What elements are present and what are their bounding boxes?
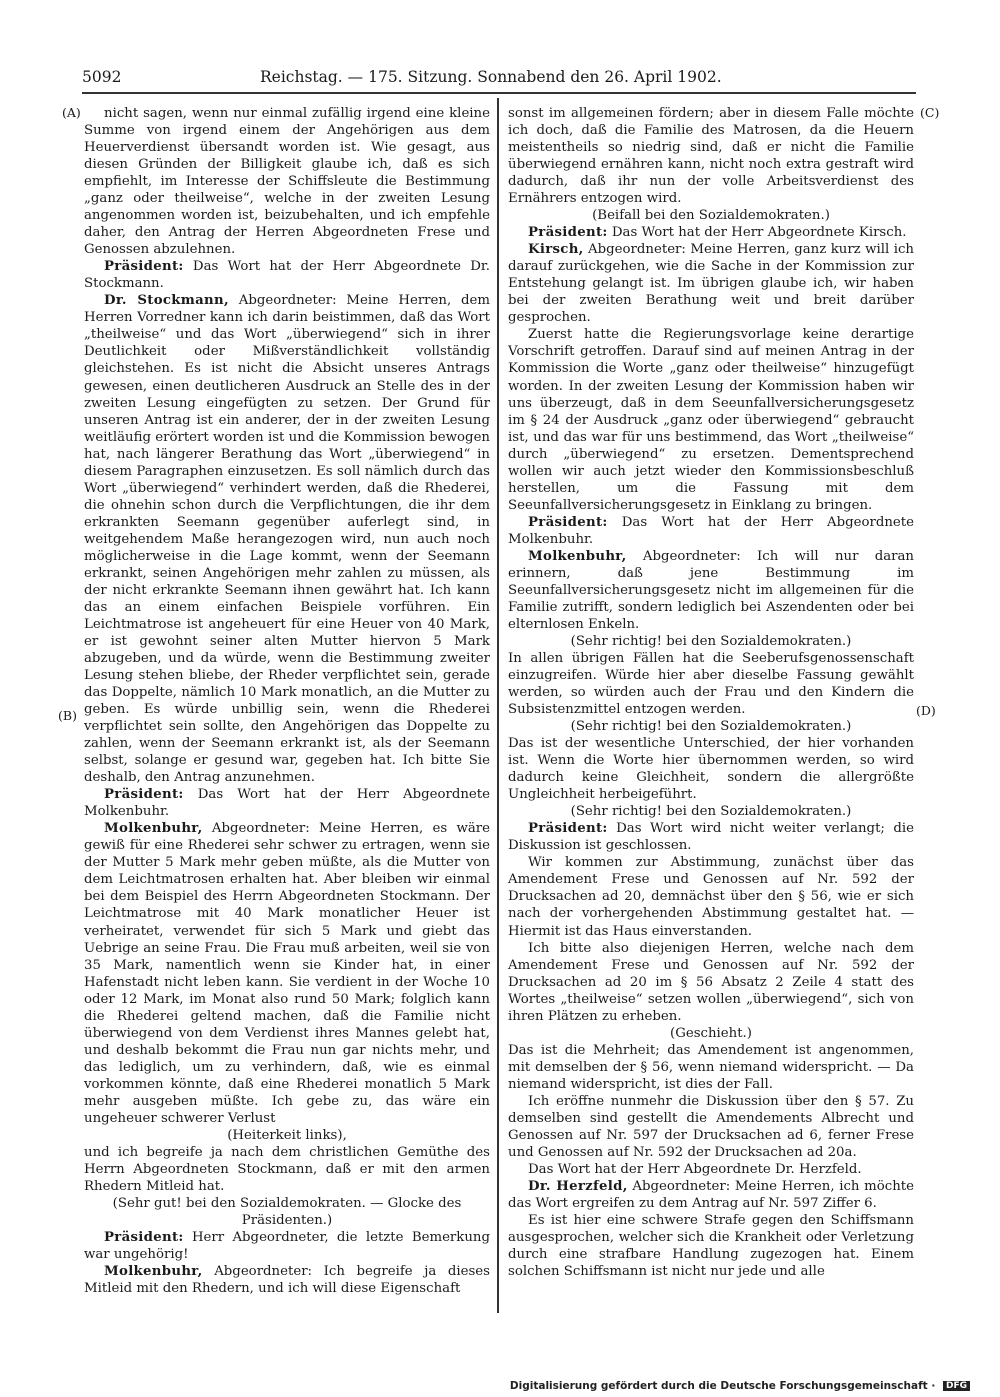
margin-marker-b: (B) [58, 708, 77, 723]
paragraph-text: Das Wort hat der Herr Abgeordnete Dr. Herzfeld. [528, 1161, 862, 1177]
footer-credit [510, 1380, 970, 1392]
dfg-logo: DFG [943, 1381, 970, 1391]
speech-paragraph [508, 514, 914, 548]
paragraph-text: Wir kommen zur Abstimmung, zunächst über das Amendement Frese und Genossen auf Nr. 592 der Drucksachen ad 20, demnächst über den § 56, wie er sich nach der vorhergehenden Abstimmung gestaltet hat. — Hiermit ist das Haus einverstanden. [508, 855, 914, 939]
margin-marker-c: (C) [920, 105, 940, 120]
paragraph [508, 1093, 914, 1161]
paragraph-text: Abgeordneter: Ich will nur daran erinnern, daß jene Bestimmung im Seeunfallversicherungsgesetz nicht im allgemeinen für die Familie zutrifft, sondern lediglich bei Aszendenten oder bei elternlosen Enkeln. [508, 548, 914, 632]
speech-paragraph [84, 258, 490, 292]
stage-direction [84, 1127, 490, 1144]
paragraph-text: (Geschieht.) [670, 1025, 752, 1041]
page-number: 5092 [82, 68, 122, 86]
paragraph-text: (Heiterkeit links), [227, 1127, 347, 1143]
paragraph [508, 1042, 914, 1093]
header-rule [82, 92, 916, 94]
margin-marker-a: (A) [62, 105, 81, 120]
paragraph-text: Das Wort hat der Herr Abgeordnete Molkenbuhr. [508, 514, 914, 547]
stage-direction [508, 633, 914, 650]
paragraph [508, 1161, 914, 1178]
paragraph-text: Das Wort hat der Herr Abgeordnete Molkenbuhr. [84, 787, 490, 820]
paragraph [84, 105, 490, 258]
speech-paragraph [508, 1178, 914, 1212]
stage-direction [508, 718, 914, 735]
speaker-name: Präsident: [528, 821, 608, 837]
speech-paragraph [508, 548, 914, 633]
paragraph-text: Ich bitte also diejenigen Herren, welche nach dem Amendement Frese und Genossen auf Nr. 592 der Drucksachen ad 20 im § 56 Absatz 2 Zeile 4 statt des Wortes „theilweise“ setzen wollen „überwiegend“, sich von ihren Plätzen zu erheben. [508, 940, 914, 1024]
paragraph [84, 1144, 490, 1195]
margin-marker-d: (D) [916, 703, 936, 718]
speech-paragraph [84, 292, 490, 786]
paragraph-text: und ich begreife ja nach dem christlichen Gemüthe des Herrn Abgeordneten Stockmann, daß er mit den armen Rhedern Mitleid hat. [84, 1144, 490, 1194]
speaker-name: Präsident: [104, 787, 184, 803]
speech-paragraph [84, 1263, 490, 1297]
paragraph-text: Abgeordneter: Meine Herren, ich möchte das Wort ergreifen zu dem Antrag auf Nr. 597 Ziffer 6. [508, 1178, 915, 1211]
paragraph-text: sonst im allgemeinen fördern; aber in diesem Falle möchte ich doch, daß die Familie des Matrosen, da die Heuern meistentheils so niedrig sind, daß er nicht die Familie überwiegend ernähren kann, nicht noch extra gestraft wird dadurch, daß ihr nun der volle Arbeitsverdienst des Ernährers entzogen wird. [508, 106, 914, 207]
stage-direction [508, 1025, 914, 1042]
paragraph [508, 105, 914, 207]
paragraph-text: Das ist der wesentliche Unterschied, der hier vorhanden ist. Wenn die Worte hier übernommen werden, so wird dadurch keine Gleichheit, sondern die allergrößte Ungleichheit herbeigeführt. [508, 736, 914, 803]
speech-paragraph [84, 820, 490, 1127]
paragraph [508, 854, 914, 939]
paragraph-text: Das Wort hat der Herr Abgeordnete Kirsch. [611, 225, 907, 241]
speech-paragraph [508, 224, 914, 241]
paragraph [508, 940, 914, 1025]
speaker-name: Molkenbuhr, [528, 548, 627, 564]
paragraph-text: Zuerst hatte die Regierungsvorlage keine derartige Vorschrift getroffen. Darauf sind auf meinen Antrag in der Kommission die Worte „ganz oder theilweise“ hinzugefügt worden. In der zweiten Lesung der Kommission haben wir uns überzeugt, daß in dem Seeunfallversicherungsgesetz im § 24 der Ausdruck „ganz oder überwiegend“ gebraucht ist, und das war für uns bestimmend, das Wort „theilweise“ durch „überwiegend“ zu ersetzen. Dementsprechend wollen wir auch jetzt wieder den Kommissionsbeschluß herstellen, um die Fassung mit dem Seeunfallversicherungsgesetz in Einklang zu bringen. [508, 327, 914, 513]
speaker-name: Kirsch, [528, 242, 584, 258]
speaker-name: Dr. Stockmann, [104, 293, 229, 309]
paragraph-text: (Sehr richtig! bei den Sozialdemokraten.) [570, 804, 852, 820]
speech-paragraph [84, 786, 490, 820]
paragraph-text: Es ist hier eine schwere Strafe gegen den Schiffsmann ausgesprochen, welcher sich die Krankheit oder Verletzung durch eine strafbare Handlung zugezogen hat. Einem solchen Schiffsmann ist nicht nur jede und alle [508, 1213, 914, 1280]
stage-direction [508, 803, 914, 820]
running-head: Reichstag. — 175. Sitzung. Sonnabend den 26. April 1902. [260, 68, 722, 86]
speaker-name: Präsident: [528, 225, 608, 241]
speaker-name: Präsident: [528, 514, 608, 530]
speaker-name: Dr. Herzfeld, [528, 1178, 628, 1194]
paragraph-text: Abgeordneter: Meine Herren, dem Herren Vorredner kann ich darin beistimmen, daß das Wort „theilweise“ und das Wort „überwiegend“ sich in ihrer Deutlichkeit oder Mißverständlichkeit vollständig gleichstehen. Es ist nicht die Absicht unseres Antrags gewesen, einen deutlicheren Ausdruck an Stelle des in der zweiten Lesung eingefügten zu setzen. Der Grund für unseren Antrag ist ein anderer, der in der zweiten Lesung weitläufig erörtert worden ist und die Kommission bewogen hat, nach längerer Berathung das Wort „überwiegend“ in diesem Paragraphen einzusetzen. Es soll nämlich durch das Wort „überwiegend“ verhindert werden, daß die Rhederei, die ohnehin schon durch die Verpflichtungen, die ihr dem erkrankten Seemann gegenüber auferlegt sind, in weitgehendem Maße herangezogen wird, nun auch noch möglicherweise in die Lage kommt, wenn der Seemann erkrankt, seinen Angehörigen mehr zahlen zu müssen, als der nicht erkrankte Seemann ihnen gewährt hat. Ich kann das an einem einfachen Beispiele vorführen. Ein Leichtmatrose ist angeheuert für eine Heuer von 40 Mark, er ist gewohnt seiner alten Mutter hiervon 5 Mark abzugeben, und da würde, wenn die Bestimmung zweiter Lesung stehen bliebe, der Rheder verpflichtet sein, gerade das Doppelte, nämlich 10 Mark monatlich, an die Mutter zu geben. Es würde unbillig sein, wenn die Rhederei verpflichtet sein sollte, den Angehörigen das Doppelte zu zahlen, wenn der Seemann erkrankt ist, als der Seemann selbst, solange er gesund war, gegeben hat. Ich bitte Sie deshalb, den Antrag anzunehmen. [84, 293, 490, 786]
speech-paragraph [84, 1229, 490, 1263]
paragraph-text: (Sehr richtig! bei den Sozialdemokraten.) [570, 719, 852, 735]
speech-paragraph [508, 820, 914, 854]
paragraph [508, 326, 914, 513]
paragraph [508, 735, 914, 803]
column-rule [497, 98, 499, 1313]
paragraph [508, 650, 914, 718]
paragraph-text: Abgeordneter: Ich begreife ja dieses Mitleid mit den Rhedern, und ich will diese Eigenschaft [84, 1264, 490, 1297]
speech-paragraph [508, 241, 914, 326]
page-header [82, 64, 916, 90]
stage-direction [508, 207, 914, 224]
paragraph-text: (Sehr richtig! bei den Sozialdemokraten.) [570, 633, 852, 649]
speaker-name: Molkenbuhr, [104, 821, 203, 837]
paragraph-text: Das ist die Mehrheit; das Amendement ist angenommen, mit demselben der § 56, wenn niemand widerspricht. — Da niemand widerspricht, ist dies der Fall. [508, 1042, 914, 1092]
paragraph-text: Abgeordneter: Meine Herren, ganz kurz will ich darauf zurückgehen, wie die Sache in der Kommission zur Entstehung gelangt ist. Im übrigen glaube ich, wir haben bei der zweiten Berathung weit und breit darüber gesprochen. [508, 242, 914, 326]
speaker-name: Molkenbuhr, [104, 1264, 203, 1280]
left-column [84, 105, 490, 1297]
speaker-name: Präsident: [104, 1230, 184, 1246]
stage-direction [84, 1195, 490, 1229]
paragraph-text: Ich eröffne nunmehr die Diskussion über den § 57. Zu demselben sind gestellt die Amendements Albrecht und Genossen auf Nr. 597 der Drucksachen ad 6, ferner Frese und Genossen auf Nr. 592 der Drucksachen ad 20a. [508, 1093, 914, 1160]
paragraph-text: Das Wort wird nicht weiter verlangt; die Diskussion ist geschlossen. [508, 821, 914, 854]
speaker-name: Präsident: [104, 259, 184, 275]
paragraph-text: (Beifall bei den Sozialdemokraten.) [592, 208, 830, 224]
paragraph-text: nicht sagen, wenn nur einmal zufällig irgend eine kleine Summe von irgend einem der Angehörigen aus dem Heuerverdienst übersandt worden ist. Wie gesagt, aus diesen Gründen der Billigkeit glaube ich, daß es sich empfiehlt, im Interesse der Schiffsleute die Bestimmung „ganz oder theilweise“, welche in der zweiten Lesung angenommen worden ist, beizubehalten, und ich empfehle daher, den Antrag der Herren Abgeordneten Frese und Genossen abzulehnen. [84, 106, 490, 258]
right-column [508, 105, 914, 1280]
paragraph-text: Abgeordneter: Meine Herren, es wäre gewiß für eine Rhederei sehr schwer zu ertragen, wenn sie der Mutter 5 Mark mehr geben müßte, als die Mutter von dem Leichtmatrosen erhalten hat. Aber bleiben wir einmal bei dem Beispiel des Herrn Abgeordneten Stockmann. Der Leichtmatrose mit 40 Mark monatlicher Heuer ist verheiratet, verwendet für sich 5 Mark und giebt das Uebrige an seine Frau. Die Frau muß arbeiten, weil sie von 35 Mark, namentlich wenn sie Kinder hat, in einer Hafenstadt nicht leben kann. Sie verdient in der Woche 10 oder 12 Mark, im Monat also rund 50 Mark; folglich kann die Rhederei geltend machen, daß die Familie nicht überwiegend von dem Verdienst ihres Mannes gelebt hat, und deshalb bekommt die Frau nun gar nichts mehr, und das lediglich, um zu verhindern, daß, wie es einmal vorkommen könnte, daß eine Rhederei monatlich 5 Mark mehr ausgeben müßte. Ich gebe zu, das wäre ein ungeheuer schwerer Verlust [84, 821, 490, 1126]
paragraph-text: In allen übrigen Fällen hat die Seeberufsgenossenschaft einzugreifen. Würde hier aber dieselbe Fassung gewählt werden, so würden auch der Frau und den Kindern die Subsistenzmittel entzogen werden. [508, 651, 914, 718]
footer-text: Digitalisierung gefördert durch die Deutsche Forschungsgemeinschaft · [509, 1380, 936, 1392]
paragraph [508, 1212, 914, 1280]
paragraph-text: (Sehr gut! bei den Sozialdemokraten. — Glocke des Präsidenten.) [112, 1196, 462, 1229]
paragraph-text: Herr Abgeordneter, die letzte Bemerkung war ungehörig! [84, 1230, 490, 1263]
paragraph-text: Das Wort hat der Herr Abgeordnete Dr. Stockmann. [84, 259, 490, 292]
